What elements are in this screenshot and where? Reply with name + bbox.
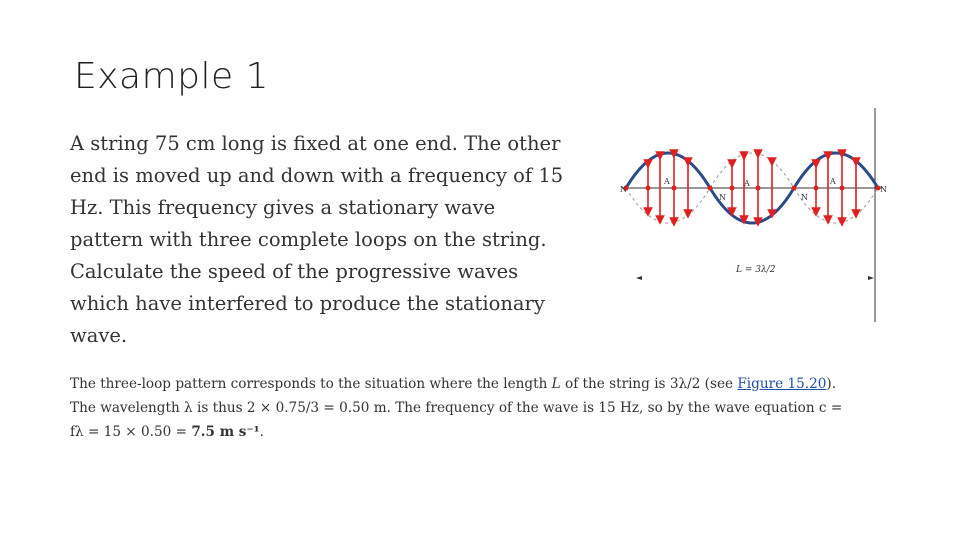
question-text bbox=[70, 128, 580, 352]
node-label: N bbox=[801, 193, 808, 202]
question-line: wave. bbox=[70, 324, 128, 347]
length-arrow-left bbox=[636, 276, 642, 280]
question-line: Calculate the speed of the progressive waves bbox=[70, 260, 519, 283]
answer-text-part: fλ = 15 × 0.50 = bbox=[70, 424, 192, 440]
node-label: N bbox=[719, 193, 726, 202]
answer-text-part: ). bbox=[826, 376, 837, 392]
node-label: N bbox=[620, 185, 627, 194]
node-label: N bbox=[880, 185, 887, 194]
question-line: pattern with three complete loops on the string. bbox=[70, 228, 547, 251]
antinode-label: A bbox=[830, 177, 836, 186]
answer-line-2: The wavelength λ is thus 2 × 0.75/3 = 0.50 m. The frequency of the wave is 15 Hz, so by the wave equation c = bbox=[70, 400, 843, 416]
question-line: A string 75 cm long is fixed at one end. The other bbox=[70, 132, 561, 155]
answer-text-part: . bbox=[259, 424, 264, 440]
length-label: L = 3λ/2 bbox=[736, 265, 776, 275]
stationary-wave-diagram bbox=[616, 106, 886, 326]
wave-loop-3 bbox=[794, 153, 878, 188]
antinode-label: A bbox=[744, 179, 750, 188]
question-line: Hz. This frequency gives a stationary wave bbox=[70, 196, 496, 219]
question-line: which have interfered to produce the stationary bbox=[70, 292, 545, 315]
length-arrow-right bbox=[868, 276, 874, 280]
answer-text-part: The three-loop pattern corresponds to the situation where the length bbox=[70, 376, 552, 392]
answer-text bbox=[70, 372, 880, 444]
answer-text-part: of the string is 3λ/2 (see bbox=[560, 376, 738, 392]
stationary-wave-figure bbox=[616, 106, 886, 326]
answer-result: 7.5 m s⁻¹ bbox=[191, 424, 260, 440]
question-line: end is moved up and down with a frequency of 15 bbox=[70, 164, 564, 187]
answer-line-1 bbox=[70, 372, 880, 396]
antinode-label: A bbox=[664, 177, 670, 186]
answer-line-3 bbox=[70, 420, 880, 444]
slide-title: Example 1 bbox=[74, 56, 270, 97]
answer-variable: L bbox=[551, 376, 561, 392]
figure-link[interactable]: Figure 15.20 bbox=[737, 376, 827, 392]
